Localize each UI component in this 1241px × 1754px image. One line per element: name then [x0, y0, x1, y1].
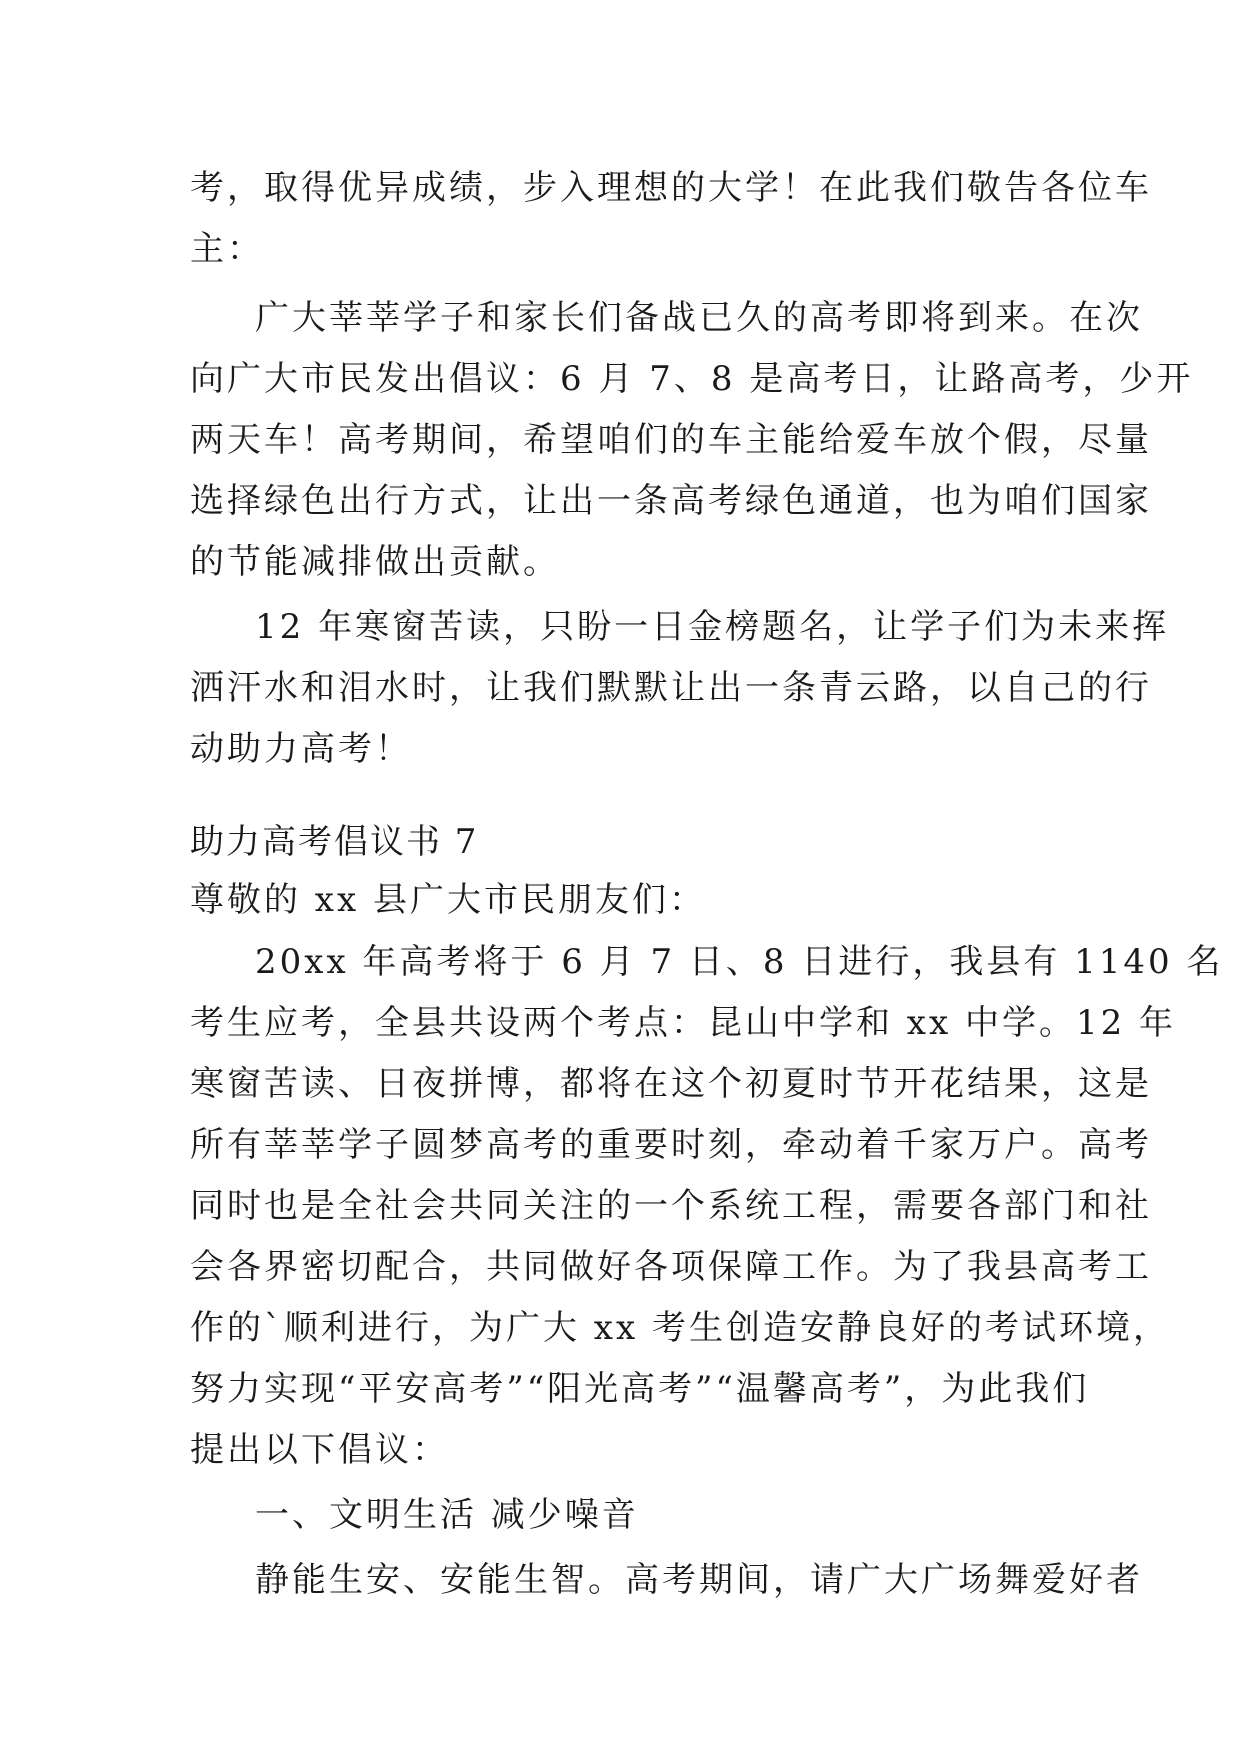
paragraph-line: 20xx 年高考将于 6 月 7 日、8 日进行，我县有 1140 名 [255, 942, 1224, 982]
text-line: 的节能减排做出贡献。 [190, 542, 560, 582]
subheading: 一、文明生活 减少噪音 [255, 1495, 639, 1535]
text-line: 会各界密切配合，共同做好各项保障工作。为了我县高考工 [190, 1247, 1152, 1287]
paragraph-line: 广大莘莘学子和家长们备战已久的高考即将到来。在次 [255, 298, 1143, 338]
paragraph-line: 12 年寒窗苦读，只盼一日金榜题名，让学子们为未来挥 [255, 607, 1170, 647]
text-line: 动助力高考！ [190, 729, 412, 769]
text-line: 洒汗水和泪水时，让我们默默让出一条青云路，以自己的行 [190, 668, 1152, 708]
text-line: 考，取得优异成绩，步入理想的大学！在此我们敬告各位车 [190, 168, 1152, 208]
text-line: 作的`顺利进行，为广大 xx 考生创造安静良好的考试环境， [190, 1308, 1170, 1348]
text-line: 同时也是全社会共同关注的一个系统工程，需要各部门和社 [190, 1186, 1152, 1226]
text-line: 向广大市民发出倡议：6 月 7、8 是高考日，让路高考，少开 [190, 359, 1194, 399]
text-line: 寒窗苦读、日夜拼博，都将在这个初夏时节开花结果，这是 [190, 1064, 1152, 1104]
text-line: 努力实现“平安高考”“阳光高考”“温馨高考”，为此我们 [190, 1369, 1090, 1409]
paragraph-line: 静能生安、安能生智。高考期间，请广大广场舞爱好者 [255, 1560, 1143, 1600]
text-line: 考生应考，全县共设两个考点：昆山中学和 xx 中学。12 年 [190, 1003, 1177, 1043]
text-line: 两天车！高考期间，希望咱们的车主能给爱车放个假，尽量 [190, 420, 1152, 460]
text-line: 选择绿色出行方式，让出一条高考绿色通道，也为咱们国家 [190, 481, 1152, 521]
text-line: 所有莘莘学子圆梦高考的重要时刻，牵动着千家万户。高考 [190, 1125, 1152, 1165]
text-line: 提出以下倡议： [190, 1430, 449, 1470]
section-title: 助力高考倡议书 7 [190, 822, 479, 862]
text-line: 主： [190, 229, 264, 269]
salutation: 尊敬的 xx 县广大市民朋友们： [190, 880, 706, 920]
